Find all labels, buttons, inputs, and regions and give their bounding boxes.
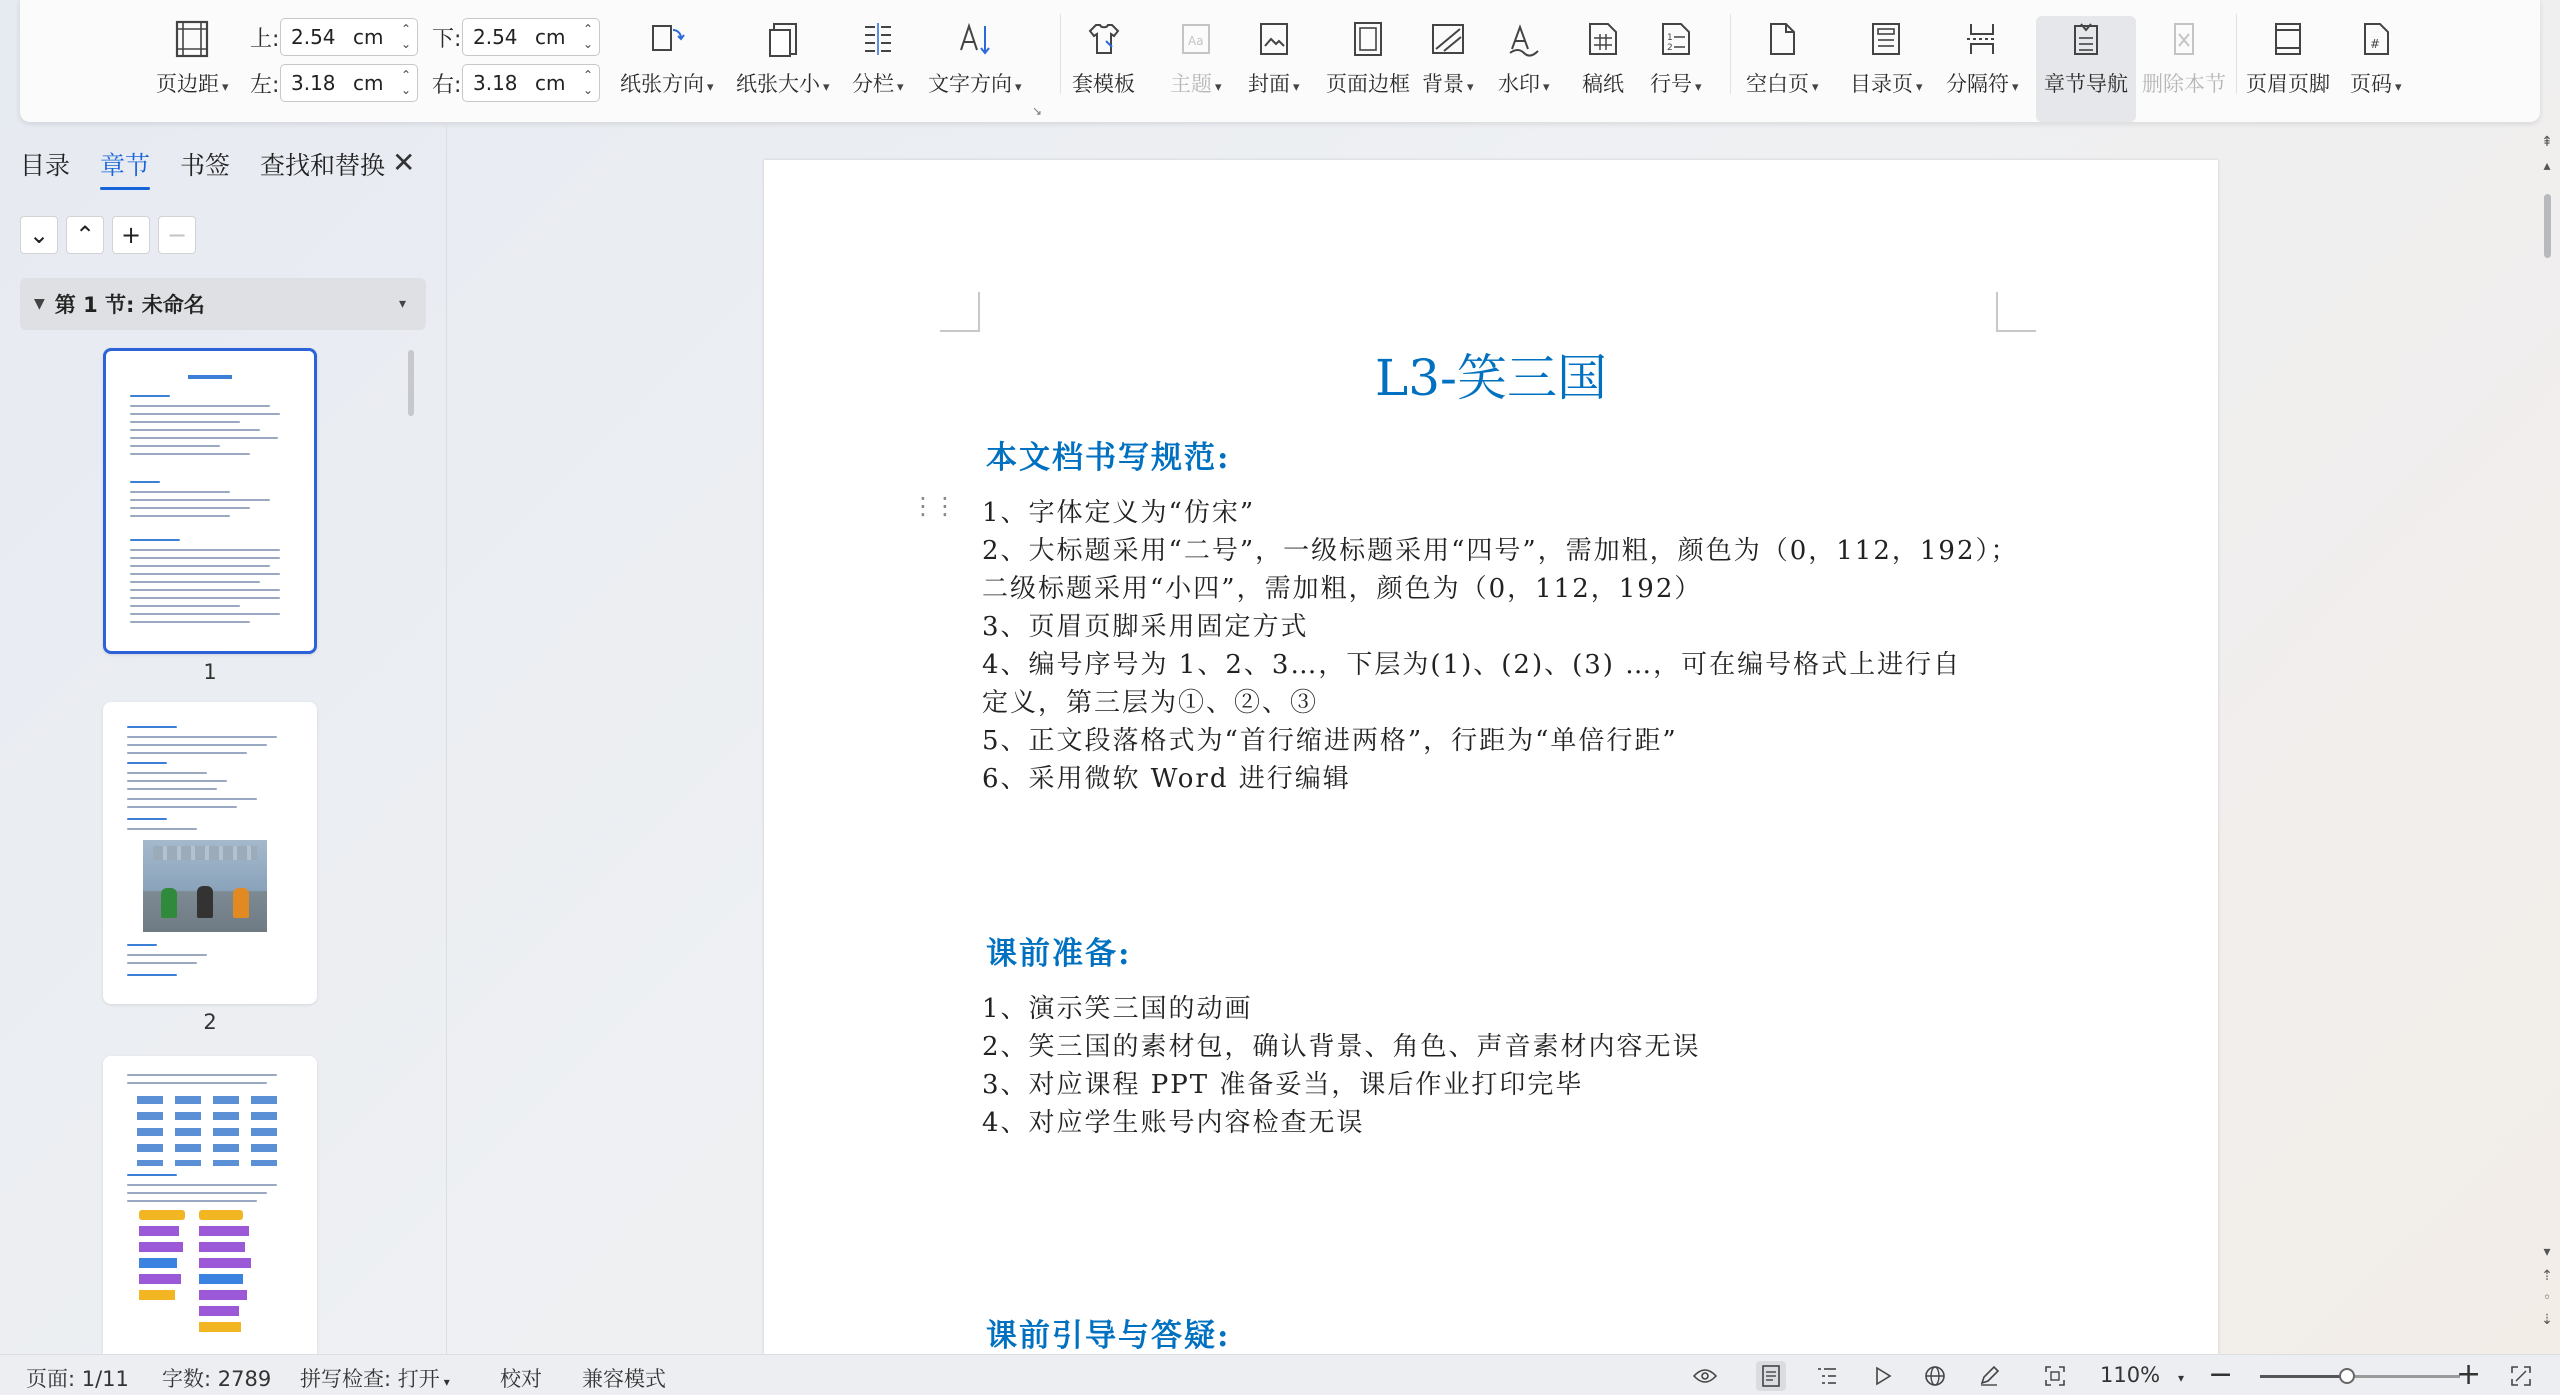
page-indicator[interactable]: 页面: 1/11 xyxy=(26,1367,129,1391)
heading-prep: 课前准备: xyxy=(986,936,1132,972)
background-icon xyxy=(1427,16,1469,62)
fit-page-icon[interactable] xyxy=(2040,1361,2070,1391)
page-margin-icon xyxy=(171,16,213,62)
zoom-slider[interactable] xyxy=(2260,1375,2460,1378)
margin-right-input[interactable]: 3.18 cm ⌃ ⌄ xyxy=(462,64,600,102)
zoom-out-button[interactable]: − xyxy=(2208,1357,2234,1392)
columns-icon xyxy=(857,16,899,62)
heading-spec: 本文档书写规范: xyxy=(986,440,1231,476)
delete-section-icon xyxy=(2163,16,2205,62)
document-title: L3-笑三国 xyxy=(1375,349,1607,407)
page-margin-label: 页边距 xyxy=(156,72,219,96)
chapter-nav-icon xyxy=(2065,16,2107,62)
svg-text:2: 2 xyxy=(1666,43,1673,53)
tab-sections[interactable]: 章节 xyxy=(100,146,150,190)
header-footer-button[interactable]: 页眉页脚 xyxy=(2246,16,2330,98)
line-number-icon xyxy=(1655,16,1697,62)
collapse-triangle-icon: ▼ xyxy=(34,296,45,312)
columns-button[interactable]: 分栏 ▾ xyxy=(852,16,904,98)
scroll-up-icon[interactable]: ▴ xyxy=(2543,158,2551,174)
ribbon-expand-corner[interactable]: ↘ xyxy=(1032,104,1043,118)
remove-section-button[interactable]: − xyxy=(158,216,196,254)
eye-icon[interactable] xyxy=(1690,1361,1720,1391)
margin-bottom-input[interactable]: 2.54 cm ⌃ ⌄ xyxy=(462,18,600,56)
pen-icon[interactable] xyxy=(1974,1361,2004,1391)
margin-right-spinner[interactable]: ⌃ ⌄ xyxy=(582,68,593,97)
delete-section-button[interactable]: 删除本节 xyxy=(2142,16,2226,98)
close-icon[interactable]: ✕ xyxy=(392,146,416,179)
page-border-icon xyxy=(1347,16,1389,62)
cover-button[interactable]: 封面 ▾ xyxy=(1248,16,1300,98)
margin-bottom-spinner[interactable]: ⌃ ⌄ xyxy=(582,22,593,51)
next-page-icon[interactable]: ⇣ xyxy=(2541,1312,2553,1328)
grid-paper-icon xyxy=(1582,16,1624,62)
svg-text:Aa: Aa xyxy=(1187,34,1204,48)
add-section-button[interactable]: + xyxy=(112,216,150,254)
paper-size-icon xyxy=(762,16,804,62)
theme-icon xyxy=(1175,16,1217,62)
svg-text:1: 1 xyxy=(1666,33,1673,43)
heading-guide: 课前引导与答疑: xyxy=(986,1318,1231,1354)
paper-size-button[interactable]: 纸张大小 ▾ xyxy=(736,16,830,98)
spec-line: 6、采用微软 Word 进行编辑 xyxy=(982,764,1351,794)
template-button[interactable]: 套模板 xyxy=(1072,16,1135,98)
spec-line: 4、编号序号为 1、2、3…，下层为(1)、(2)、(3) …，可在编号格式上进行自 xyxy=(982,650,1962,680)
collapse-sections-button[interactable]: ⌄ xyxy=(20,216,58,254)
tab-toc[interactable]: 目录 xyxy=(20,151,71,180)
page-break-icon xyxy=(1961,16,2003,62)
thumbnail-page-number: 2 xyxy=(203,1010,217,1034)
manuscript-button[interactable]: 稿纸 xyxy=(1582,16,1624,98)
prep-line: 3、对应课程 PPT 准备妥当，课后作业打印完毕 xyxy=(982,1070,1584,1100)
zoom-slider-knob[interactable] xyxy=(2339,1368,2355,1384)
blank-page-icon xyxy=(1761,16,1803,62)
spell-check-toggle[interactable]: 拼写检查: 打开 ▾ xyxy=(300,1367,450,1391)
page-number-icon xyxy=(2355,16,2397,62)
prev-page-icon[interactable]: ⇡ xyxy=(2541,1268,2553,1284)
cover-icon xyxy=(1253,16,1295,62)
select-browse-icon[interactable]: ◦ xyxy=(2542,1290,2552,1306)
play-icon[interactable] xyxy=(1868,1361,1898,1391)
crop-mark xyxy=(1996,292,2036,332)
spec-line: 二级标题采用“小四”，需加粗，颜色为（0，112，192） xyxy=(982,574,1703,604)
shirt-icon xyxy=(1083,16,1125,62)
prep-line: 1、演示笑三国的动画 xyxy=(982,994,1253,1024)
spec-line: 3、页眉页脚采用固定方式 xyxy=(982,612,1309,642)
proofread-button[interactable]: 校对 xyxy=(500,1367,542,1391)
separator-button[interactable]: 分隔符 ▾ xyxy=(1946,16,2019,98)
page-thumbnail-3[interactable] xyxy=(103,1056,317,1354)
scroll-top-icon[interactable]: ⇞ xyxy=(2541,134,2553,150)
margin-left-input[interactable]: 3.18 cm ⌃ ⌄ xyxy=(280,64,418,102)
code-blocks-image xyxy=(139,1210,269,1340)
tab-find-replace[interactable]: 查找和替换 xyxy=(260,151,386,180)
crop-mark xyxy=(940,292,980,332)
navigation-pane xyxy=(0,124,446,1354)
section-header[interactable] xyxy=(20,278,426,330)
line-number-button[interactable]: 1 2 行号 ▾ xyxy=(1650,16,1702,98)
flow-blocks-grid xyxy=(137,1096,287,1166)
spec-line: 2、大标题采用“二号”，一级标题采用“四号”，需加粗，颜色为（0，112，192）； xyxy=(982,536,2019,566)
chapter-nav-button[interactable]: 章节导航 xyxy=(2044,16,2128,98)
margin-top-label: 上: xyxy=(250,26,280,52)
svg-text:#: # xyxy=(2369,37,2380,51)
page-thumbnail-1[interactable] xyxy=(103,348,317,654)
page-border-button[interactable]: 页面边框 xyxy=(1326,16,1410,98)
section-title: 第 1 节: 未命名 xyxy=(54,293,205,317)
fullscreen-icon[interactable] xyxy=(2506,1361,2536,1391)
outline-view-icon[interactable] xyxy=(1812,1361,1842,1391)
watermark-button[interactable]: 水印 ▾ xyxy=(1498,16,1550,98)
thumbnail-page-number: 1 xyxy=(203,660,217,684)
spec-line: 5、正文段落格式为“首行缩进两格”，行距为“单倍行距” xyxy=(982,726,1678,756)
scroll-down-icon[interactable]: ▾ xyxy=(2543,1244,2551,1260)
text-direction-button[interactable]: 文字方向 ▾ xyxy=(928,16,1022,98)
chevron-down-icon[interactable]: ▾ xyxy=(398,296,406,312)
page-margin-button[interactable]: 页边距 ▾ xyxy=(156,16,229,98)
orientation-button[interactable]: 纸张方向 ▾ xyxy=(620,16,714,98)
header-footer-icon xyxy=(2267,16,2309,62)
drag-handle-icon[interactable]: ⋮⋮ xyxy=(911,492,955,520)
watermark-icon xyxy=(1503,16,1545,62)
scroll-thumb[interactable] xyxy=(2544,194,2551,258)
prep-line: 4、对应学生账号内容检查无误 xyxy=(982,1108,1365,1138)
margin-left-spinner[interactable]: ⌃ ⌄ xyxy=(400,68,411,97)
nav-tabs xyxy=(20,146,415,190)
text-direction-icon xyxy=(954,16,996,62)
spec-line: 定义，第三层为①、②、③ xyxy=(982,688,1319,718)
web-view-icon[interactable] xyxy=(1920,1361,1950,1391)
blank-page-button[interactable]: 空白页 ▾ xyxy=(1746,16,1819,98)
page-number-button[interactable]: # 页码 ▾ xyxy=(2350,16,2402,98)
pane-divider xyxy=(446,124,447,1354)
ribbon-toolbar xyxy=(20,0,2540,122)
ribbon-divider xyxy=(1060,14,1061,94)
vertical-scrollbar[interactable] xyxy=(2534,124,2560,1354)
tab-bookmarks[interactable]: 书签 xyxy=(180,151,231,180)
nav-scrollbar[interactable] xyxy=(408,350,414,416)
expand-sections-button[interactable]: ⌃ xyxy=(66,216,104,254)
orientation-icon xyxy=(646,16,688,62)
word-count[interactable]: 字数: 2789 xyxy=(162,1367,272,1391)
toc-page-icon xyxy=(1865,16,1907,62)
margin-bottom-label: 下: xyxy=(432,26,462,52)
compat-mode-label: 兼容模式 xyxy=(582,1367,666,1391)
ribbon-divider xyxy=(1730,14,1731,94)
margin-right-label: 右: xyxy=(432,72,462,98)
theme-button[interactable]: Aa 主题 ▾ xyxy=(1170,16,1222,98)
toc-page-button[interactable]: 目录页 ▾ xyxy=(1850,16,1923,98)
zoom-level-dropdown[interactable]: 110% ▾ xyxy=(2100,1363,2185,1387)
ribbon-divider xyxy=(2236,14,2237,94)
prep-line: 2、笑三国的素材包，确认背景、角色、声音素材内容无误 xyxy=(982,1032,1701,1062)
margin-top-spinner[interactable]: ⌃ ⌄ xyxy=(400,22,411,51)
margin-left-label: 左: xyxy=(250,72,280,98)
section-actions xyxy=(20,216,196,254)
page-thumbnail-2[interactable] xyxy=(103,702,317,1004)
status-bar xyxy=(0,1354,2560,1395)
page-view-icon[interactable] xyxy=(1756,1361,1786,1391)
document-page[interactable] xyxy=(764,160,2218,1360)
zoom-in-button[interactable]: + xyxy=(2456,1357,2482,1392)
background-button[interactable]: 背景 ▾ xyxy=(1422,16,1474,98)
margin-top-input[interactable]: 2.54 cm ⌃ ⌄ xyxy=(280,18,418,56)
game-scene-image xyxy=(143,840,267,932)
spec-line: 1、字体定义为“仿宋” xyxy=(982,498,1256,528)
